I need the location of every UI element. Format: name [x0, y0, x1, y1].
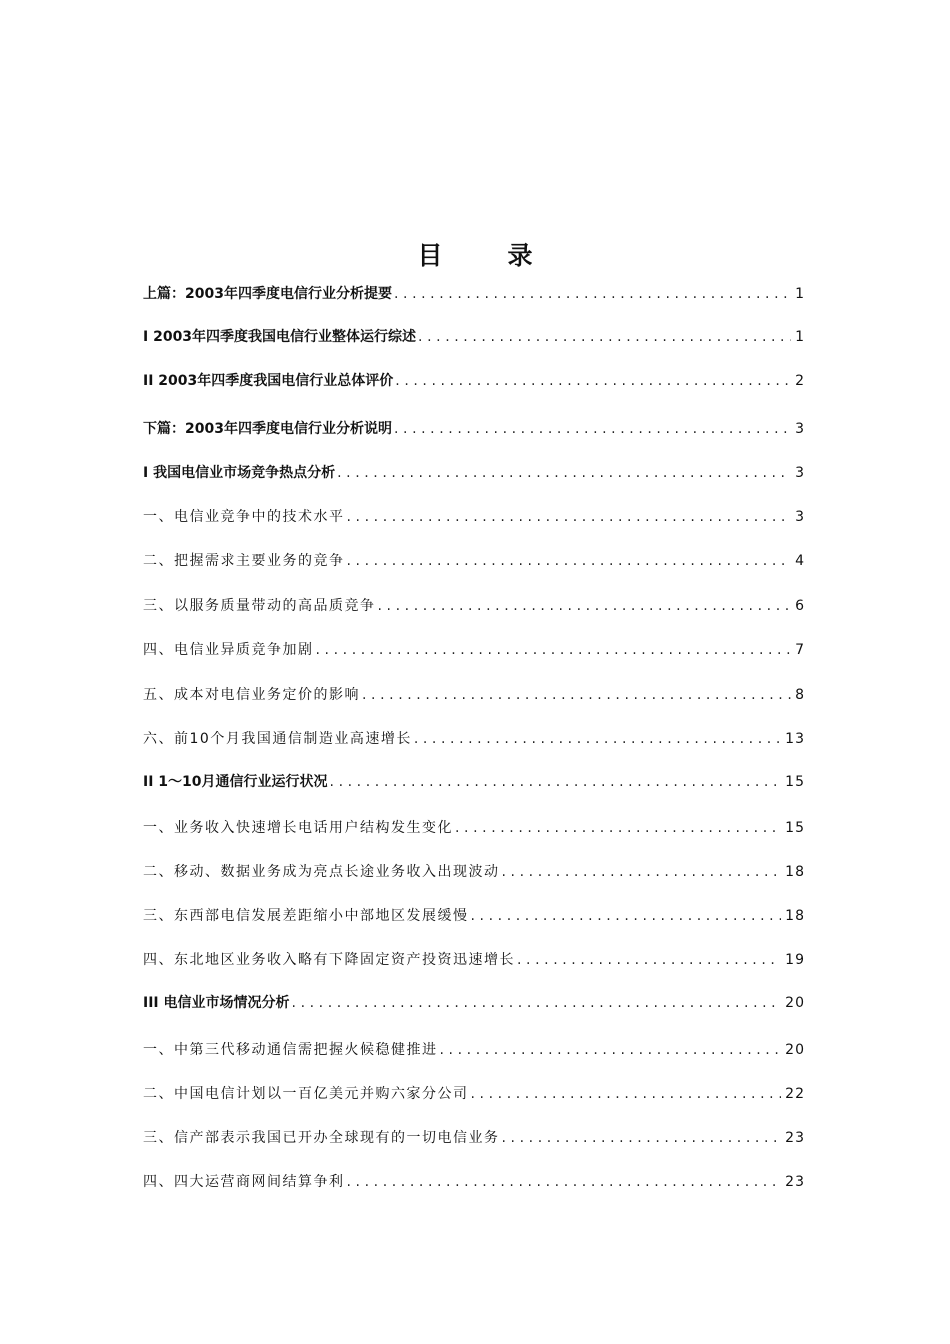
- toc-page-number: 18: [785, 908, 805, 924]
- toc-dot-leader: [347, 550, 792, 572]
- toc-dot-leader: [330, 771, 782, 793]
- toc-dot-leader: [347, 1171, 782, 1193]
- toc-page-number: 22: [785, 1086, 805, 1102]
- toc-entry-title: 四、四大运营商网间结算争利: [143, 1174, 345, 1190]
- toc-entry[interactable]: [143, 326, 805, 348]
- toc-dot-leader: [394, 283, 791, 305]
- toc-dot-leader: [378, 595, 792, 617]
- toc-dot-leader: [394, 418, 791, 440]
- toc-entry-title: 二、把握需求主要业务的竞争: [143, 553, 345, 569]
- toc-page-number: 20: [785, 1042, 805, 1058]
- toc-page-number: 7: [795, 642, 805, 658]
- toc-entry-title: 六、前10个月我国通信制造业高速增长: [143, 731, 412, 747]
- toc-dot-leader: [395, 370, 791, 392]
- toc-page-number: 20: [785, 995, 805, 1011]
- toc-entry[interactable]: [143, 550, 805, 572]
- toc-entry-title: 三、以服务质量带动的高品质竞争: [143, 598, 376, 614]
- toc-entry[interactable]: [143, 639, 805, 661]
- toc-page-number: 19: [785, 952, 805, 968]
- toc-entry-title: 四、东北地区业务收入略有下降固定资产投资迅速增长: [143, 952, 515, 968]
- toc-dot-leader: [337, 462, 791, 484]
- toc-entry[interactable]: [143, 728, 805, 750]
- toc-entry[interactable]: [143, 1039, 805, 1061]
- toc-dot-leader: [292, 992, 782, 1014]
- toc-entry[interactable]: [143, 418, 805, 440]
- toc-entry[interactable]: [143, 771, 805, 793]
- toc-entry[interactable]: [143, 992, 805, 1014]
- toc-entry-title: 一、中第三代移动通信需把握火候稳健推进: [143, 1042, 438, 1058]
- toc-page-number: 1: [795, 329, 805, 345]
- toc-page-number: 8: [795, 687, 805, 703]
- toc-entry-title: 四、电信业异质竞争加剧: [143, 642, 314, 658]
- toc-dot-leader: [418, 326, 791, 348]
- toc-dot-leader: [517, 949, 781, 971]
- toc-entry[interactable]: [143, 1083, 805, 1105]
- toc-page-number: 2: [795, 373, 805, 389]
- toc-dot-leader: [455, 817, 781, 839]
- toc-entry[interactable]: [143, 949, 805, 971]
- toc-entry[interactable]: [143, 370, 805, 392]
- toc-page-number: 13: [785, 731, 805, 747]
- toc-page-number: 6: [795, 598, 805, 614]
- toc-page-number: 15: [785, 774, 805, 790]
- toc-entry[interactable]: [143, 861, 805, 883]
- toc-entry[interactable]: [143, 595, 805, 617]
- toc-dot-leader: [502, 861, 782, 883]
- toc-dot-leader: [347, 506, 792, 528]
- toc-entry-title: 上篇：2003年四季度电信行业分析提要: [143, 286, 392, 302]
- toc-entry-title: 下篇：2003年四季度电信行业分析说明: [143, 421, 392, 437]
- toc-dot-leader: [471, 1083, 782, 1105]
- toc-entry[interactable]: [143, 506, 805, 528]
- toc-entry-title: III 电信业市场情况分析: [143, 995, 290, 1011]
- toc-entry-title: I 我国电信业市场竞争热点分析: [143, 465, 336, 481]
- toc-page-number: 23: [785, 1174, 805, 1190]
- toc-dot-leader: [414, 728, 781, 750]
- toc-page-number: 3: [795, 509, 805, 525]
- toc-entry-title: I 2003年四季度我国电信行业整体运行综述: [143, 329, 417, 345]
- toc-entry-title: 三、信产部表示我国已开办全球现有的一切电信业务: [143, 1130, 500, 1146]
- toc-entry[interactable]: [143, 684, 805, 706]
- toc-dot-leader: [362, 684, 791, 706]
- toc-entry-title: 二、移动、数据业务成为亮点长途业务收入出现波动: [143, 864, 500, 880]
- toc-entry[interactable]: [143, 905, 805, 927]
- toc-entry-title: 一、业务收入快速增长电话用户结构发生变化: [143, 820, 453, 836]
- toc-entry-title: 二、中国电信计划以一百亿美元并购六家分公司: [143, 1086, 469, 1102]
- toc-entry-title: 三、东西部电信发展差距缩小中部地区发展缓慢: [143, 908, 469, 924]
- toc-page-number: 3: [795, 421, 805, 437]
- toc-entry[interactable]: [143, 1171, 805, 1193]
- toc-dot-leader: [440, 1039, 782, 1061]
- toc-page-number: 23: [785, 1130, 805, 1146]
- toc-page-number: 4: [795, 553, 805, 569]
- toc-dot-leader: [316, 639, 792, 661]
- toc-entry[interactable]: [143, 1127, 805, 1149]
- toc-page-number: 15: [785, 820, 805, 836]
- toc-entry-title: II 1～10月通信行业运行状况: [143, 774, 328, 790]
- toc-entry[interactable]: [143, 462, 805, 484]
- toc-entry[interactable]: [143, 817, 805, 839]
- toc-dot-leader: [471, 905, 782, 927]
- toc-entry-title: 五、成本对电信业务定价的影响: [143, 687, 360, 703]
- toc-entry[interactable]: [143, 283, 805, 305]
- toc-title: 目 录: [417, 241, 553, 270]
- toc-page-number: 1: [795, 286, 805, 302]
- toc-dot-leader: [502, 1127, 782, 1149]
- toc-page-number: 18: [785, 864, 805, 880]
- toc-entry-title: II 2003年四季度我国电信行业总体评价: [143, 373, 394, 389]
- toc-page-number: 3: [795, 465, 805, 481]
- toc-entry-title: 一、电信业竞争中的技术水平: [143, 509, 345, 525]
